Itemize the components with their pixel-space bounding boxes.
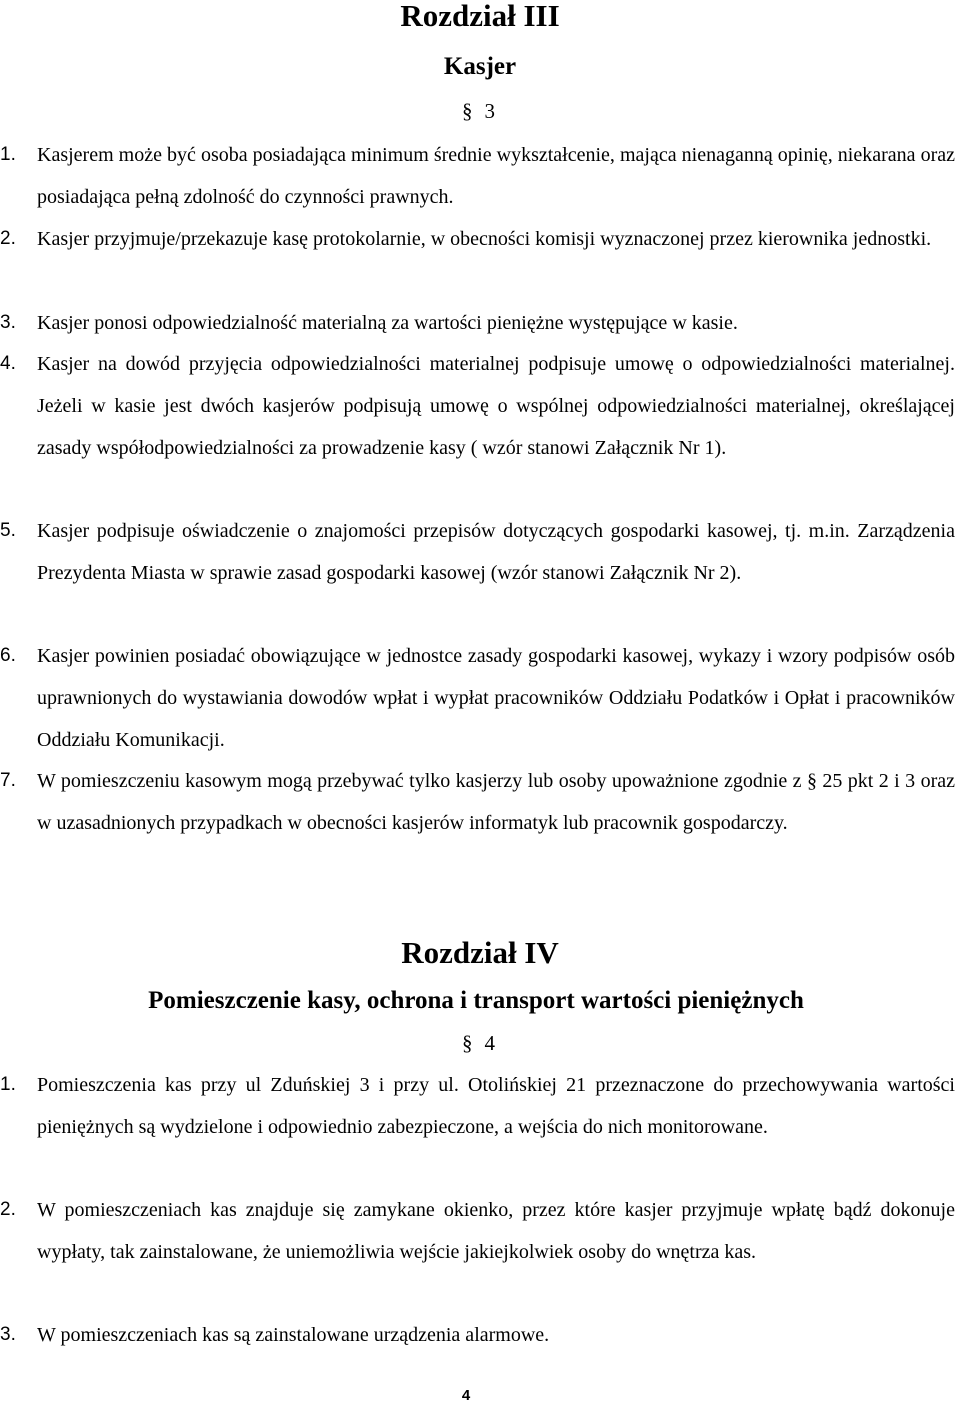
chapter-4-subtitle: Pomieszczenie kasy, ochrona i transport wartości pieniężnych: [148, 987, 804, 1014]
item-text: Kasjer na dowód przyjęcia odpowiedzialności materialnej podpisuje umowę o odpowiedzialności materialnej. Jeżeli w kasie jest dwóch kasjerów podpisują umowę o wspólnej odpowiedzialności materialnej, określającej zasady współodpowiedzialności za prowadzenie kasy ( wzór stanowi Załącznik Nr 1).: [37, 353, 955, 459]
item-number: 6.: [0, 645, 16, 666]
item-number: 4.: [0, 353, 16, 374]
item-number: 2.: [0, 228, 16, 249]
section-3-heading: [462, 101, 495, 122]
item-number: 5.: [0, 520, 16, 541]
item-number: 2.: [0, 1199, 16, 1220]
item-text: Kasjer powinien posiadać obowiązujące w jednostce zasady gospodarki kasowej, wykazy i wzory podpisów osób uprawnionych do wystawiania dowodów wpłat i wypłat pracowników Oddziału Podatków i Opłat i pracowników Oddziału Komunikacji.: [37, 645, 955, 751]
item-text: Kasjer przyjmuje/przekazuje kasę protokolarnie, w obecności komisji wyznaczonej przez kierownika jednostki.: [37, 228, 932, 250]
section-sign: §: [462, 1031, 473, 1055]
section-number: 4: [484, 1031, 495, 1055]
item-number: 3.: [0, 1324, 16, 1345]
section-number: 3: [484, 99, 495, 123]
item-text: Kasjer podpisuje oświadczenie o znajomości przepisów dotyczących gospodarki kasowej, tj. m.in. Zarządzenia Prezydenta Miasta w sprawie zasad gospodarki kasowej (wzór stanowi Załącznik Nr 2).: [37, 520, 955, 584]
page-number: 4: [461, 1387, 471, 1404]
item-text: W pomieszczeniach kas znajduje się zamykane okienko, przez które kasjer przyjmuje wpłatę bądź dokonuje wypłaty, tak zainstalowane, że uniemożliwia wejście jakiejkolwiek osoby do wnętrza kas.: [37, 1199, 955, 1263]
section-sign: §: [462, 99, 473, 123]
item-text: W pomieszczeniu kasowym mogą przebywać tylko kasjerzy lub osoby upoważnione zgodnie z § 25 pkt 2 i 3 oraz w uzasadnionych przypadkach w obecności kasjerów informatyk lub pracownik gospodarczy.: [37, 770, 955, 834]
item-text: Kasjer ponosi odpowiedzialność materialną za wartości pieniężne występujące w kasie.: [37, 312, 738, 334]
chapter-3-title: Rozdział III: [400, 0, 560, 33]
chapter-3-subtitle: Kasjer: [443, 53, 517, 80]
item-number: 1.: [0, 1074, 16, 1095]
item-text: Kasjerem może być osoba posiadająca minimum średnie wykształcenie, mająca nienaganną opinię, niekarana oraz posiadająca pełną zdolność do czynności prawnych.: [37, 144, 955, 208]
item-number: 3.: [0, 312, 16, 333]
item-text: Pomieszczenia kas przy ul Zduńskiej 3 i przy ul. Otolińskiej 21 przeznaczone do przechowywania wartości pieniężnych są wydzielone i odpowiednio zabezpieczone, a wejścia do nich monitorowane.: [37, 1074, 955, 1138]
item-text: W pomieszczeniach kas są zainstalowane urządzenia alarmowe.: [37, 1324, 550, 1346]
section-4-heading: [462, 1033, 495, 1054]
item-number: 1.: [0, 144, 16, 165]
chapter-4-title: Rozdział IV: [401, 935, 559, 970]
item-number: 7.: [0, 770, 16, 791]
